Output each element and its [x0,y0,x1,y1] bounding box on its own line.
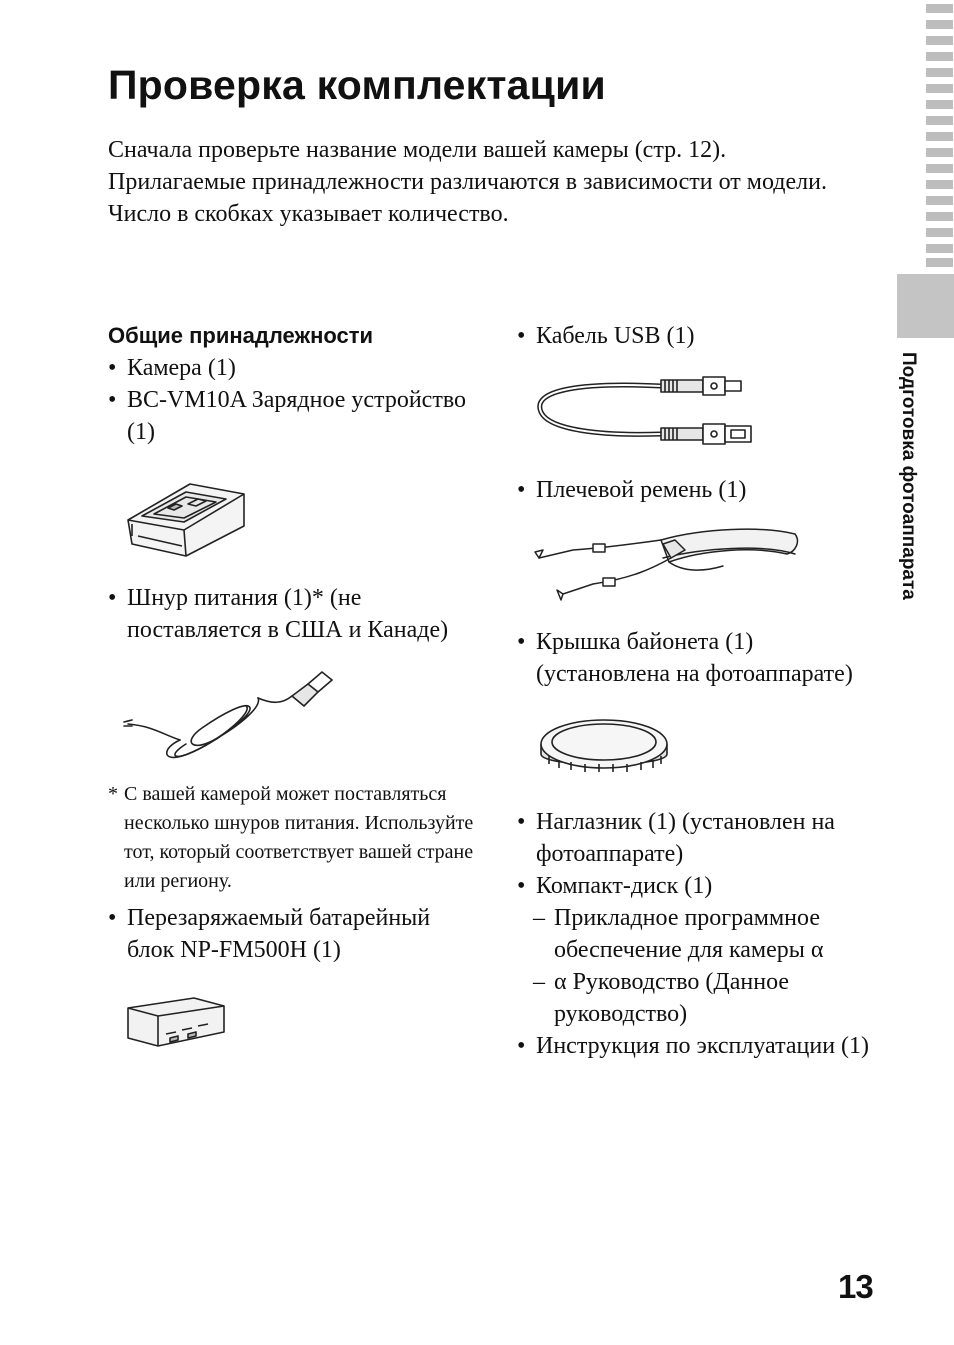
section-heading: Общие принадлежности [108,323,374,348]
item-text: Плечевой ремень (1) [536,477,747,503]
tab-bar [926,196,953,205]
intro-line: Прилагаемые принадлежности различаются в зависимости от модели. [108,169,827,195]
item-text: Крышка байонета (1) (установлена на фотоаппарате) [536,629,853,687]
bullet: • [517,629,526,655]
footnote-text: С вашей камерой может поставляться несколько шнуров питания. Используйте тот, который соответствует вашей стране или региону. [124,783,474,892]
item-text: α Руководство (Данное руководство) [554,969,790,1027]
bullet: • [517,1033,526,1059]
tab-bar [926,228,953,237]
bullet: • [108,585,117,611]
list-item-cd [517,870,887,902]
intro-line: Число в скобках указывает количество. [108,201,509,227]
list-item-strap [517,474,887,506]
bullet: • [108,905,117,931]
page-number: 13 [838,1268,873,1305]
item-text: Прикладное программное обеспечение для камеры α [554,905,824,963]
tab-bar [926,4,953,13]
item-text: Шнур питания (1)* (не поставляется в США и Канаде) [127,585,449,643]
battery-illustration [124,988,234,1060]
usb-cable-illustration [521,372,761,452]
tab-bar [926,68,953,77]
right-column [517,320,887,1062]
bullet: • [108,387,117,413]
left-column [108,320,478,1060]
tab-bar [926,258,953,267]
bullet: • [517,873,526,899]
tab-bar [926,84,953,93]
item-text: Кабель USB (1) [536,323,695,349]
bullet: • [517,477,526,503]
body-cap-illustration [535,714,675,780]
power-cord-illustration [122,664,342,774]
list-item-body-cap [517,626,887,690]
charger-illustration [124,464,274,564]
footnote-mark: * [108,783,118,805]
intro-line: Сначала проверьте название модели вашей камеры (стр. 12). [108,137,727,163]
list-item-camera [108,352,478,384]
item-text: Компакт-диск (1) [536,873,713,899]
footnote [108,780,478,896]
dash: – [533,905,545,931]
side-tab-label: Подготовка фотоаппарата [898,352,919,600]
tab-bar [926,148,953,157]
tab-bar [926,132,953,141]
active-section-tab [897,274,954,338]
sub-item-guide [517,966,887,1030]
page-title: Проверка комплектации [108,62,606,108]
tab-bar [926,52,953,61]
item-text: Перезаряжаемый батарейный блок NP-FM500H (1) [127,905,431,963]
list-item-charger [108,384,478,448]
item-text: BC-VM10A Зарядное устройство (1) [127,387,466,445]
dash: – [533,969,545,995]
bullet: • [517,323,526,349]
tab-bar [926,164,953,173]
list-item-battery [108,902,478,966]
tab-bar [926,100,953,109]
shoulder-strap-illustration [533,528,803,608]
tab-bar [926,36,953,45]
tab-bar [926,180,953,189]
list-item-power-cord [108,582,478,646]
item-text: Камера (1) [127,355,236,381]
intro-text [108,134,868,230]
sub-item-software [517,902,887,966]
bullet: • [108,355,117,381]
bullet: • [517,809,526,835]
list-item-usb-cable [517,320,887,352]
item-text: Наглазник (1) (установлен на фотоаппарате) [536,809,835,867]
list-item-manual [517,1030,887,1062]
tab-bar [926,244,953,253]
tab-bar [926,20,953,29]
tab-bar [926,212,953,221]
item-text: Инструкция по эксплуатации (1) [536,1033,870,1059]
tab-bar [926,116,953,125]
list-item-eyecup [517,806,887,870]
